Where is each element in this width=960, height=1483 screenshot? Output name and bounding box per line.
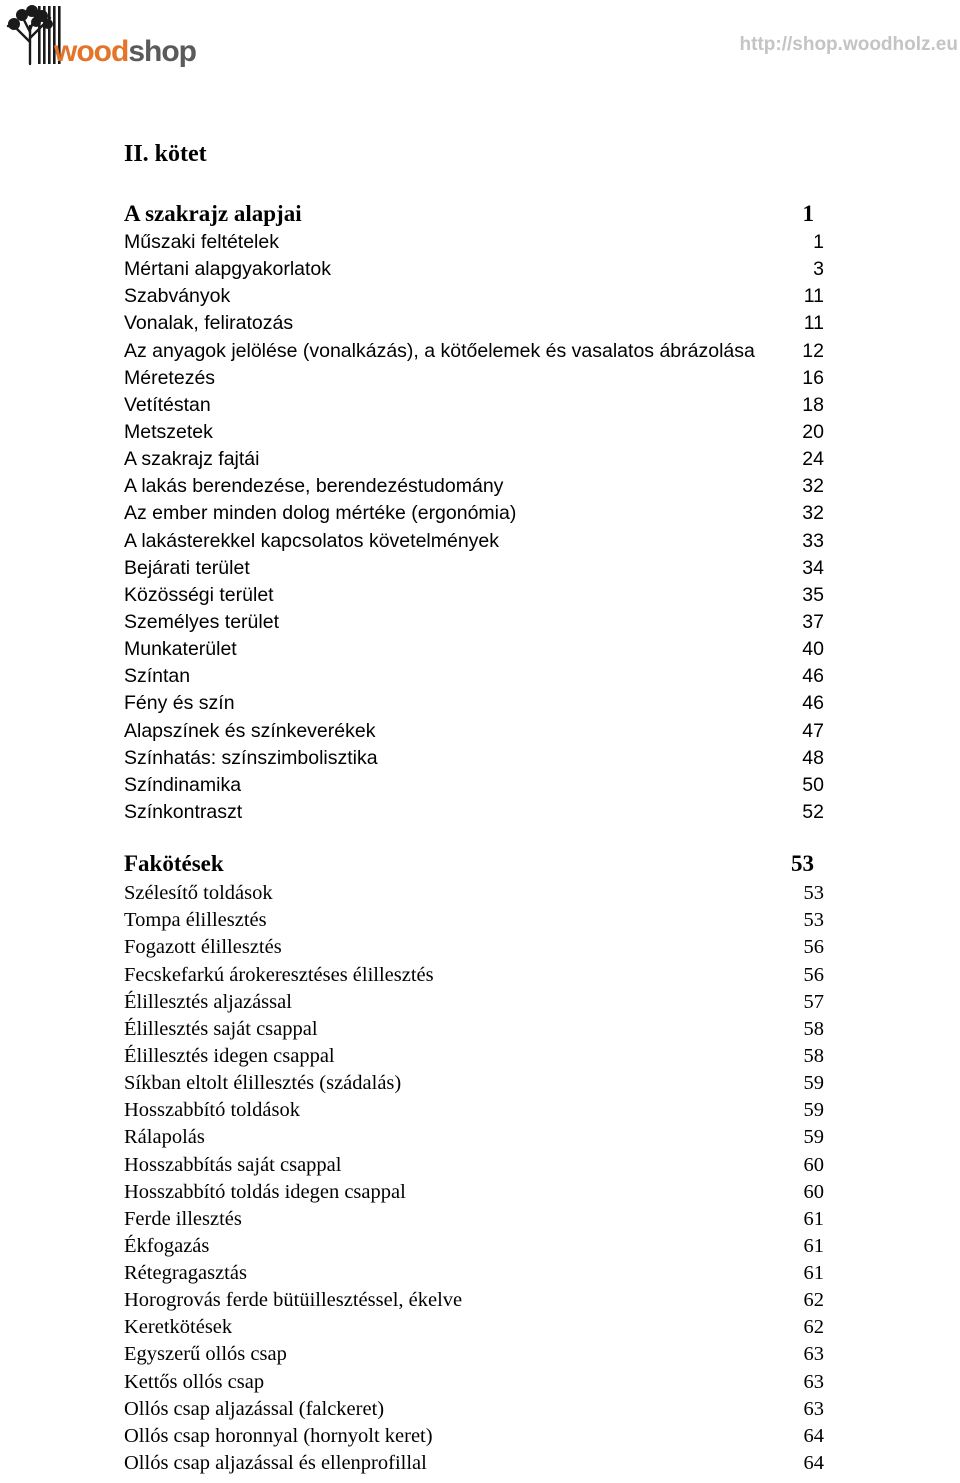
entry-title: Ékfogazás: [124, 1234, 210, 1257]
toc-entry: [124, 772, 824, 799]
entry-title: Vonalak, feliratozás: [124, 312, 294, 335]
entry-title: Síkban eltolt élillesztés (szádalás): [124, 1072, 402, 1095]
toc-entry: [124, 229, 824, 256]
toc-entry: [124, 718, 824, 745]
entry-page-number: 61: [803, 1262, 824, 1285]
toc-entry: [124, 1233, 824, 1260]
entry-page-number: 33: [802, 529, 824, 552]
entry-page-number: 56: [803, 963, 824, 986]
entry-page-number: 63: [803, 1343, 824, 1366]
toc-entry: [124, 1016, 824, 1043]
toc-entry: [124, 934, 824, 961]
toc-entry: [124, 419, 824, 446]
entry-page-number: 60: [803, 1153, 824, 1176]
entry-title: Horogrovás ferde bütüillesztéssel, ékelve: [124, 1289, 463, 1312]
toc-section: [124, 198, 830, 826]
entry-page-number: 57: [803, 990, 824, 1013]
section-title: Fakötések: [124, 851, 224, 877]
entry-title: Mértani alapgyakorlatok: [124, 258, 332, 281]
entry-page-number: 63: [803, 1370, 824, 1393]
toc-entry: [124, 1179, 824, 1206]
entry-title: Személyes terület: [124, 610, 279, 633]
section-heading: [124, 198, 814, 229]
entry-title: Az anyagok jelölése (vonalkázás), a kötőelemek és vasalatos ábrázolása: [124, 339, 755, 362]
toc-entry: [124, 1341, 824, 1368]
toc-entry: [124, 310, 824, 337]
entry-title: Bejárati terület: [124, 556, 250, 579]
entry-page-number: 20: [802, 420, 824, 443]
entry-title: Színdinamika: [124, 773, 242, 796]
entry-page-number: 59: [803, 1126, 824, 1149]
entry-page-number: 48: [802, 746, 824, 769]
entry-title: Szabványok: [124, 285, 231, 308]
toc-entry: [124, 1260, 824, 1287]
entry-title: Keretkötések: [124, 1316, 233, 1339]
toc-entry: [124, 880, 824, 907]
entry-page-number: 53: [803, 909, 824, 932]
entry-title: Élillesztés idegen csappal: [124, 1044, 335, 1067]
entry-page-number: 56: [803, 936, 824, 959]
entry-page-number: 35: [802, 583, 824, 606]
entry-title: Hosszabbítás saját csappal: [124, 1153, 342, 1176]
toc-entry: [124, 365, 824, 392]
entry-page-number: 32: [802, 502, 824, 525]
entry-page-number: 37: [802, 610, 824, 633]
entry-page-number: 3: [813, 258, 824, 281]
entry-title: Szélesítő toldások: [124, 882, 273, 905]
toc-entry: [124, 1043, 824, 1070]
entry-page-number: 64: [803, 1452, 824, 1475]
toc-entry: [124, 446, 824, 473]
toc-entry: [124, 256, 824, 283]
toc-entry: [124, 528, 824, 555]
table-of-contents: [124, 138, 830, 1477]
toc-entry: [124, 500, 824, 527]
site-url-link[interactable]: http://shop.woodholz.eu: [739, 34, 958, 55]
volume-title: II. kötet: [124, 141, 207, 167]
toc-entry: [124, 1287, 824, 1314]
entry-page-number: 61: [803, 1234, 824, 1257]
toc-section: [124, 847, 830, 1477]
entry-page-number: 46: [802, 665, 824, 688]
entry-title: Ollós csap aljazással (falckeret): [124, 1397, 385, 1420]
entry-page-number: 11: [803, 285, 824, 308]
toc-entry: [124, 473, 824, 500]
entry-title: Fecskefarkú árokeresztéses élillesztés: [124, 963, 434, 986]
entry-title: Munkaterület: [124, 638, 237, 661]
entry-title: Fény és szín: [124, 692, 235, 715]
entry-page-number: 40: [802, 638, 824, 661]
toc-entry: [124, 582, 824, 609]
entry-title: A lakásterekkel kapcsolatos követelmények: [124, 529, 500, 552]
toc-sections: [124, 198, 830, 1477]
entry-page-number: 59: [803, 1099, 824, 1122]
entry-title: Színkontraszt: [124, 800, 243, 823]
entry-title: Hosszabbító toldás idegen csappal: [124, 1180, 406, 1203]
entry-page-number: 34: [802, 556, 824, 579]
entry-page-number: 32: [802, 475, 824, 498]
entry-title: Műszaki feltételek: [124, 231, 279, 253]
toc-entry: [124, 907, 824, 934]
entry-page-number: 16: [802, 366, 824, 389]
logo-wordmark: [54, 32, 196, 72]
entry-title: A szakrajz fajtái: [124, 448, 260, 471]
toc-entry: [124, 1314, 824, 1341]
toc-entry: [124, 989, 824, 1016]
entry-page-number: 53: [803, 882, 824, 905]
entry-title: Ollós csap aljazással és ellenprofillal: [124, 1452, 427, 1475]
entry-page-number: 24: [802, 448, 824, 471]
toc-entry: [124, 1124, 824, 1151]
toc-entry: [124, 636, 824, 663]
toc-entry: [124, 663, 824, 690]
section-page-number: 53: [791, 851, 814, 877]
entry-page-number: 52: [802, 800, 824, 823]
entry-page-number: 47: [802, 719, 824, 742]
entry-title: Rálapolás: [124, 1126, 205, 1149]
entry-title: Vetítéstan: [124, 393, 211, 416]
toc-entry: [124, 1423, 824, 1450]
toc-entry: [124, 338, 824, 365]
entry-title: Színhatás: színszimbolisztika: [124, 746, 378, 769]
toc-entry: [124, 609, 824, 636]
entry-page-number: 58: [803, 1017, 824, 1040]
toc-entry: [124, 1152, 824, 1179]
entry-title: Ollós csap horonnyal (hornyolt keret): [124, 1424, 433, 1447]
entry-page-number: 61: [803, 1207, 824, 1230]
section-page-number: 1: [802, 201, 814, 226]
toc-entry: [124, 283, 824, 310]
entry-page-number: 1: [813, 231, 824, 253]
entry-page-number: 64: [803, 1424, 824, 1447]
logo-wood-text: wood: [54, 35, 129, 68]
toc-entry: [124, 799, 824, 826]
entry-title: Kettős ollós csap: [124, 1370, 265, 1393]
logo-shop-text: shop: [128, 35, 196, 68]
entry-title: Méretezés: [124, 366, 216, 389]
entry-page-number: 11: [803, 312, 824, 335]
entry-title: Fogazott élillesztés: [124, 936, 282, 959]
entry-page-number: 50: [802, 773, 824, 796]
entry-title: Metszetek: [124, 420, 213, 443]
entry-page-number: 12: [802, 339, 824, 362]
entry-page-number: 58: [803, 1044, 824, 1067]
entry-page-number: 62: [803, 1316, 824, 1339]
page-header: [0, 0, 960, 80]
entry-title: Élillesztés aljazással: [124, 990, 292, 1013]
entry-page-number: 63: [803, 1397, 824, 1420]
entry-page-number: 60: [803, 1180, 824, 1203]
entry-page-number: 62: [803, 1289, 824, 1312]
toc-entry: [124, 690, 824, 717]
toc-entry: [124, 1206, 824, 1233]
toc-entry: [124, 745, 824, 772]
entry-page-number: 46: [802, 692, 824, 715]
section-title: A szakrajz alapjai: [124, 201, 302, 226]
entry-title: Alapszínek és színkeverékek: [124, 719, 376, 742]
entry-title: Az ember minden dolog mértéke (ergonómia): [124, 502, 517, 525]
entry-title: Közösségi terület: [124, 583, 274, 606]
entry-title: Hosszabbító toldások: [124, 1099, 300, 1122]
entry-title: Élillesztés saját csappal: [124, 1017, 318, 1040]
entry-title: Egyszerű ollós csap: [124, 1343, 287, 1366]
toc-entry: [124, 962, 824, 989]
toc-entry: [124, 1070, 824, 1097]
toc-entry: [124, 1369, 824, 1396]
toc-entry: [124, 392, 824, 419]
section-heading: [124, 847, 814, 880]
entry-page-number: 18: [802, 393, 824, 416]
entry-title: Rétegragasztás: [124, 1262, 247, 1285]
toc-entry: [124, 1450, 824, 1477]
toc-entry: [124, 1396, 824, 1423]
entry-title: A lakás berendezése, berendezéstudomány: [124, 475, 504, 498]
entry-page-number: 59: [803, 1072, 824, 1095]
toc-entry: [124, 1097, 824, 1124]
entry-title: Ferde illesztés: [124, 1207, 242, 1230]
toc-entry: [124, 555, 824, 582]
entry-title: Színtan: [124, 665, 191, 688]
entry-title: Tompa élillesztés: [124, 909, 267, 932]
woodshop-logo[interactable]: [4, 4, 204, 70]
